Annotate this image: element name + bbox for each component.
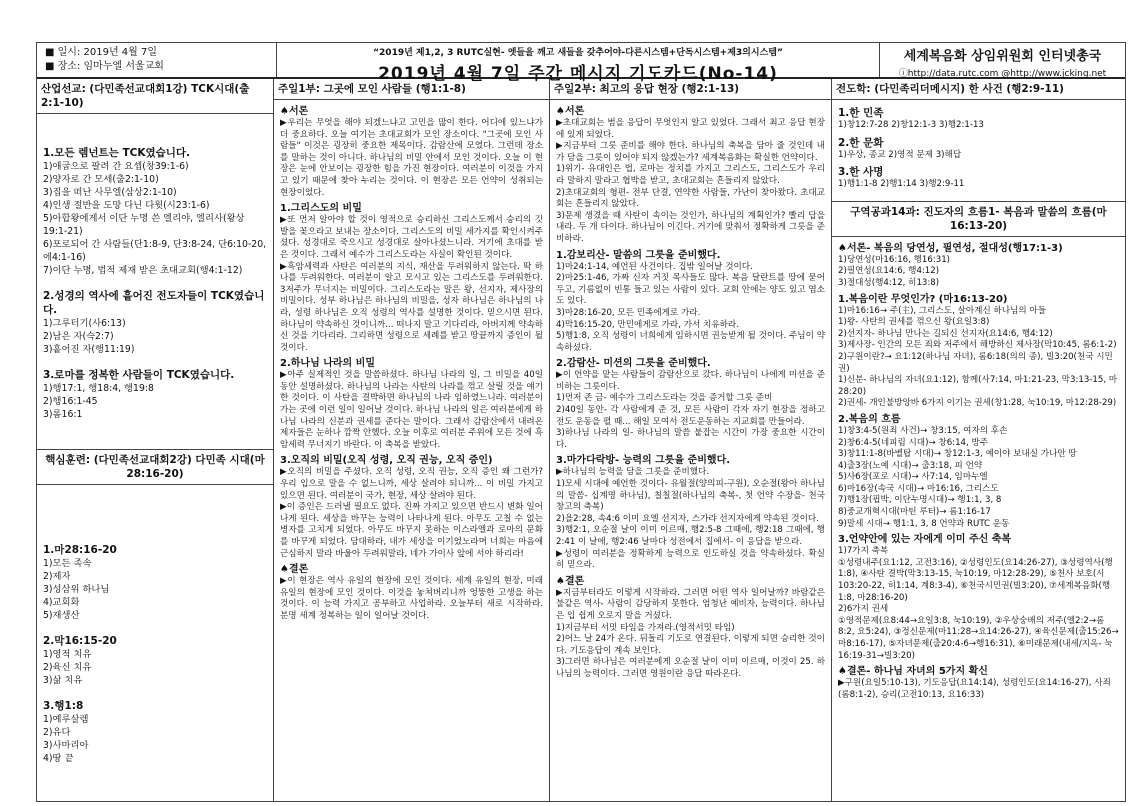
section-title: 2.막16:15-20 xyxy=(43,635,117,647)
section-title: 3.오직의 비밀(오직 성령, 오직 권능, 오직 증인) xyxy=(280,455,493,467)
section-title: 2.감람산- 미션의 그릇을 준비했다. xyxy=(556,358,711,370)
list-item: 1)영적 치유 xyxy=(43,649,92,660)
list-item: 2)남은 자(슥2:7) xyxy=(43,331,114,342)
list-item: 3)집을 떠난 사무엘(삼상2:1-10) xyxy=(43,187,177,198)
card-title: 2019년 4월 7일 주간 메시지 기도카드(No-14) xyxy=(378,64,778,84)
list-item: 1)행1:1-8 2)행1:14 3)행2:9-11 xyxy=(838,179,965,190)
list-item: 3)흩어진 자(행11:19) xyxy=(43,344,135,355)
event-date: ■ 일시: 2019년 4월 7일 xyxy=(45,47,158,58)
org-block xyxy=(880,43,1125,77)
title-block xyxy=(277,43,880,84)
list-item: 1)우상, 종교 2)영적 문제 3)해답 xyxy=(838,149,962,160)
column-evangelism xyxy=(832,79,1125,801)
section-title: 1.감보리산- 말씀의 그릇을 준비했다. xyxy=(556,249,721,261)
section-title: ♠서론 xyxy=(280,106,309,117)
column-body xyxy=(550,100,831,683)
list-item: 2)육신 치유 xyxy=(43,662,92,673)
section-title: ♠결론- 하나님 자녀의 5가지 확신 xyxy=(838,666,988,678)
paragraph: ▶우리는 무엇을 해야 되겠느냐고 고민을 많이 한다. 어디에 있느냐가 더 중요하다. 오늘 여기는 초대교회가 모인 장소이다. "그곳에 모인 사람들" 이것은 굉장히 중요한 제목이다. 감람산에 모였다. 그런데 장소를 말하는 것이 아니다. 하나님의 비밀 안에서 모인 것이다. 오늘 이 현장은 눈에 안보이는 굉장한 힘을 가진 현장이다. 여러분이 이것을 가지고 있기 때문에 찾아 누리는 것이다. 이 현장은 모든 언약이 성취되는 현장이었다. xyxy=(280,118,543,198)
list-item: 1)창12:7-28 2)창12:1-3 3)행2:1-13 xyxy=(838,120,984,130)
list-item: 1)그루터기(사6:13) xyxy=(43,318,126,329)
list-item: 1)당연성(마16:16, 행16:31) xyxy=(838,254,951,265)
list-item: 1)애굽으로 팔려 간 요셉(창39:1-6) xyxy=(43,161,189,172)
section-title: 3.한 사명 xyxy=(838,166,884,179)
column-body xyxy=(274,100,549,625)
section-title: 3.마가다락방- 능력의 그릇을 준비했다. xyxy=(556,455,731,467)
list-item: 2)양자로 간 모세(출2:1-10) xyxy=(43,174,159,185)
paragraph: 1)마24:1-14, 예언된 사건이다. 집밖 일어날 것이다. 2)마25:1-46, 가짜 신자 거짓 목사들도 많다. 복음 달란트를 땅에 묻어두고, 기름없이 빈통 들고 있는 사람이 있다. 교회 안에는 양도 있고 염소도 있다. 3)마28:16-20, 모든 민족에게로 가라. 4)막16:15-20, 만민에게로 가라, 가서 치유하라. 5)행1:8, 오직 성령이 너희에게 임하시면 권능받게 될 것이다. 주님이 약속하셨다. xyxy=(556,261,825,353)
column-industrial-mission xyxy=(37,79,274,801)
section-title: ♠결론 xyxy=(556,575,585,587)
list-item: 3)롬16:1 xyxy=(43,409,83,420)
list-item: 2)유다 xyxy=(43,727,71,738)
section-title: 3.언약안에 있는 자에게 이미 주신 축복 xyxy=(838,534,1012,546)
card-subtitle: “2019년 제1,2, 3 RUTC실현- 엣들을 깨고 새들을 갖추어야-다른시스템+단독시스템+제3의시스템” xyxy=(373,48,783,58)
columns xyxy=(37,79,1125,801)
sub-heading: 구역공과14과: 진도자의 흐름1- 복음과 말씀의 흐름(마16:13-20) xyxy=(832,201,1125,237)
org-name: 세계복음화 상임위원회 인터넷총국 xyxy=(903,49,1102,64)
column-heading: 전도학: (다민족리더메시지) 한 사건 (행2:9-11) xyxy=(832,79,1125,100)
sub-heading: 핵심훈련: (다민족선교대회2강) 다민족 시대(마28:16-20) xyxy=(37,449,273,485)
list-item: 5)아합왕에게서 이단 누명 쓴 엘리야, 엘리사(왕상19:1-21) xyxy=(43,213,245,237)
section-title: 1.그리스도의 비밀 xyxy=(280,203,362,215)
list-item: 4)교회화 xyxy=(43,597,80,608)
paragraph: 1)창3:4-5(원죄 사건)→ 창3:15, 여자의 후손 2)창6:4-5(네피림 시대)→ 창6:14, 방주 3)창11:1-8(바벨탑 시대)→ 창12:1-3, 예이야 보내실 가나안 땅 4)출3장(노예 시대)→ 출3:18, 피 언약 5)사6장(포로 시대)→ 사7:14, 임마누엘 6)마16장(속국 시대)→ 마16:16, 그리스도 7)행1장(핍박, 이단누명시대)→ 행1:1, 3, 8 8)중교개혁시대(마틴 루터)→ 롬1:16-17 9)말세 시대→ 행1:1, 3, 8 언약과 RUTC 운동 xyxy=(838,425,1077,529)
section-title: 2.한 문화 xyxy=(838,136,884,149)
column-heading: 주일1부: 그곳에 모인 사람들 (행1:1-8) xyxy=(274,79,549,100)
paragraph: ▶오직의 비밀을 주셨다. 오직 성령, 오직 권능, 오직 증인 왜 그런가? 우리 입으로 말을 수 없느니까, 세상 살려야 되니까... 이 비밀 가지고 있으면 된다. 여러분이 국가, 현장, 세상 살려야 된다. ▶이 증인은 드러낼 필요도 없다. 진짜 가지고 있으면 반드시 변화 일어나게 된다. 세상을 바꾸는 능력이 나타나게 된다. 아무도 고칠 수 없는 병자를 고치게 되었다. 아무도 바꾸지 못하는 이스라엘과 로마의 문화를 바꾸게 되었다. 담대하라, 내가 세상을 이기었노라며 너희는 마음에 근심하지 말라 바울아 두려워말라, 네가 가이사 앞에 서야 하리라! xyxy=(280,467,543,559)
section-title: ♠서론 xyxy=(556,106,585,117)
paragraph: ▶구원(요일5:10-13), 기도응답(요14:14), 성령인도(요14:16-27), 사죄(롬8:1-2), 승리(고전10:13, 요16:33) xyxy=(838,678,1111,700)
section-title: 2.복음의 흐름 xyxy=(838,413,901,425)
section-title: 1.마28:16-20 xyxy=(43,544,117,556)
list-item: 5)재생산 xyxy=(43,610,80,621)
list-item: 6)포로되어 간 사람들(단1:8-9, 단3:8-24, 단6:10-20, 에4:1-16) xyxy=(43,239,267,263)
section-title: 1.복음이란 무엇인가? (마16:13-20) xyxy=(838,293,1008,305)
column-body xyxy=(832,100,1125,201)
list-item: 2)행16:1-45 xyxy=(43,396,98,407)
list-item: 7)이단 누명, 법적 제재 받은 초대교회(행4:1-12) xyxy=(43,265,243,276)
event-info xyxy=(37,43,277,77)
card-header xyxy=(37,43,1125,84)
paragraph: ▶이 언약을 맡는 사람들이 감람산으로 갔다. 하나님이 나에게 미션을 준비하는 그릇이다. 1)먼저 존 금- 예수가 그리스도라는 것을 증거할 그릇 준비 2)40일 동안- 각 사람에게 준 것, 모든 사람이 각자 자기 현장을 정하고 전도 운동을 펼 때... 해일 모여서 전도운동하는 지교회를 만들어라. 3)하나님 나라의 일- 하나님의 말씀 붙잡는 시간이 가장 중요한 시간이다. xyxy=(556,370,825,450)
column-sunday-first-service xyxy=(274,79,550,801)
org-urls[interactable]: ⓘhttp://data.rutc.com @http://www.jcking.net xyxy=(898,69,1107,79)
section-title: 1.한 민족 xyxy=(838,107,884,119)
section-title: 2.성경의 역사에 흩어진 전도자들이 TCK였습니다. xyxy=(43,290,265,316)
list-item: 1)예루살렘 xyxy=(43,714,89,725)
paragraph: ▶하나님의 능력을 담을 그릇을 준비했다. 1)모세 시대에 예언한 것이다- 유월절(양의피-구원), 오순절(왕아 하나님의 말씀- 십계명 하나님), 칠칠절(하나님의 축복-, 첫 언약 수장을- 천국창고의 축복) 2)욜2:28, 속4:6 이미 요엘 선지자, 스가랴 선지자에게 약속된 것이다. 3)행2:1, 오순절 날이 이미 이르매, 행2:5-8 그때에, 행2:18 그때에, 행2:41 이 날에, 행2:46 날마다 성전에서 집에서- 이 응답을 받으라. ▶성령이 여러분을 정확하게 능력으로 인도하실 것을 약속하셨다. 확실히 믿으라. xyxy=(556,467,825,571)
list-item: 3)절대성(행4:12, 히13:8) xyxy=(838,277,940,288)
paragraph: 1)마16:16→ 주(主), 그리스도, 살아계신 하나님의 아들 1)왕- 사탄의 권세를 꺾으신 왕(요일3:8) 2)선지자- 하나님 만나는 길되신 선지자(요14:6, 행4:12) 3)제사장- 인간의 모든 죄와 저주에서 해방하신 제사장(막10:45, 롬6:1-2) 2)구원이란?→ 요1:12(하나님 자녀), 롬6:18(의의 종), 빌3:20(천국 시민권) 1)신분- 하나님의 자녀(요1:12), 함께(사7:14, 마1:21-23, 막3:13-15, 마28:20) 2)권세- 개인불방앙바 6가지 이기는 권세(창1:28, 눅10:19, 마12:28-29) xyxy=(838,305,1118,409)
paragraph: ▶지금부터라도 이렇게 시작하라. 그러면 어떤 역사 일어날까? 바람같은 불같은 역사- 사람이 감당하지 못한다. 엄청난 예비자, 능력이다. 하나님은 입 쉽게 오로지 말을 거셨다. 1)지금부터 서밋 타임을 가져라.(영적서밋 타임) 2)어느 날 24가 온다. 뒤돌리 기도로 연결된다. 이렇게 되면 승리한 것이다. 기도응답이 계속 보인다. 3)그러면 하나님은 여러분에게 오순절 날이 이미 이르매, 이것이 25. 하나님의 능력이다. 그러면 영원이란 응답 따라온다. xyxy=(556,587,825,679)
list-item: 2)제자 xyxy=(43,571,71,582)
section-title: ♠결론 xyxy=(280,564,309,576)
column-body xyxy=(832,237,1125,704)
paragraph: ▶아주 실제적인 것을 말씀하셨다. 하나님 나라의 일, 그 비밀을 40일 동안 설명하셨다. 하나님의 나라는 사탄의 나라를 꺾고 살릴 것을 얘기한 것이다. 이 사탄을 결박하면 하나님의 나라 임하였느니라. 여러분이 가는 곳에 이런 일이 일어날 것이다. 하나님 나라의 일은 여러분에게 하나님 나라의 신분과 권세를 준다는 말이다. 그래서 감람산에서 내려온 제자들은 눈하나 깜짝 안했다. 오늘 이후로 여러분 주위에 모든 것에 흑암세력 무너지기 바란다. 이 축복을 받았다. xyxy=(280,370,543,450)
list-item: 4)인생 절반을 도망 다닌 다윗(시23:1-6) xyxy=(43,200,210,211)
column-sunday-second-service xyxy=(550,79,832,801)
list-item: 3)사마리아 xyxy=(43,740,89,751)
prayer-card xyxy=(36,42,1126,802)
paragraph: ▶또 먼저 알아야 할 것이 영적으로 승리하신 그리스도께서 승리의 깃발을 꽂으라고 보내는 장소이다. 그리스도의 비밀 세가지를 확인시켜주셨다. 성경대로 죽으시고 성경대로 살아나셨느니라. 거기에 초대를 받은 것이다. 그래서 예수가 그리스도라는 사실이 확인된 것이다. ▶흑암세력과 사탄은 여러분의 지식, 재산을 두려워하지 않는다. 딱 하나를 두려워한다. 여러분이 알고 모시고 있는 그리스도를 두려워한다. 3저주가 무너지는 비밀이다. 그리스도라는 말은 왕, 선지자, 제사장의 비밀이다. 성부 하나님은 하나님의 비밀을, 성자 하나님은 하나님의 나라, 성령 하나님은 오직 성령의 역사를 설명한 것이다. 믿으시면 된다. 하나님이 약속하신 것이니까... 떠나지 말고 기다리라, 아버지께 약속하신 것을 기다리라. 그리하면 성령으로 세례를 받고 땅끝까지 증인이 될 것이다. xyxy=(280,215,543,353)
list-item: 1)행17:1, 행18:4, 행19:8 xyxy=(43,383,154,394)
section-title: ♠서론- 복음의 당연성, 필연성, 절대성(행17:1-3) xyxy=(838,242,1063,254)
list-item: 1)모든 족속 xyxy=(43,558,92,569)
section-title: 3.행1:8 xyxy=(43,700,84,712)
paragraph: ▶이 현장은 역사 유일의 현장에 모인 것이다. 세계 유일의 현장, 미래 유일의 현장에 모인 것이다. 이것을 놓쳐버리니까 엉뚱한 고생을 하는 것이다. 이 능력 가지고 공부하고 사업하라. 오늘부터 새로 시작하라. 분명 세계 정복하는 일이 일어날 것이다. xyxy=(280,576,543,621)
event-place: ■ 장소: 임마누엘 서울교회 xyxy=(45,61,164,72)
list-item: 2)필연성(요14:6, 행4:12) xyxy=(838,266,940,277)
list-item: 3)삶 치유 xyxy=(43,675,83,686)
section-title: 3.로마를 정복한 사람들이 TCK였습니다. xyxy=(43,369,235,381)
paragraph: 1)7가지 축복 ①성령내주(요1:12, 고전3:16), ②성령인도(요14:26-27), ③성령역사(행1:8), ④사탄 결박(막3:13-15, 눅10:19, 마12:28-29), ⑤천사 보호(시103:20-22, 히1:14, 계8:3-4), ⑥천국시민권(빌3:20), ⑦세계복음화(행1:8, 마28:16-20) 2)6가지 권세 ①영적문제(요8:44→요일3:8, 눅10:19), ②우상숭배의 저주(엘2:2→롬8:2, 요5:24), ③정신문제(마11:28→요14:26-27), ④육신문제(출15:26→마8:16-17), ⑤자녀문제(출20:4-6→행16:31), ⑥미래문제(내세/지옥- 눅16:19-31→빌3:20) xyxy=(838,546,1119,661)
column-body xyxy=(37,485,273,767)
paragraph: ▶초대교회는 범을 응답이 무엇인지 알고 있었다. 그래서 최고 응답 현장에 있게 되었다. ▶지금부터 그릇 준비를 해야 한다. 하나님의 축복을 담아 줄 것인데 내가 담을 그릇이 있어야 되지 않겠는가? 세계복음화는 확실한 언약이다. 1)위기- 유대인은 법, 로마는 정치를 가지고 그리스도, 그리스도가 우리라 말하지 말라고 협박을 받고, 초대교회는 흔들리지 않았다. 2)초대교회의 형편- 전부 단결, 연약한 사람들, 가난이 찾아왔다. 초대교회는 흔들리지 않았다. 3)문제 생겼을 때 사탄이 속이는 것인가, 하나님의 계획인가? 빨리 답을 내라. 두 개 다이다. 하나님이 이긴다. 거기에 맞춰서 정확하게 그릇을 준비하라. xyxy=(556,118,825,244)
section-title: 2.하나님 나라의 비밀 xyxy=(280,358,375,370)
list-item: 4)땅 끝 xyxy=(43,753,74,764)
section-title: 1.모든 렘넌트는 TCK였습니다. xyxy=(43,147,191,159)
column-heading: 산업선교: (다민족선교대회1강) TCK시대(출2:1-10) xyxy=(37,79,273,114)
list-item: 3)성삼위 하나님 xyxy=(43,584,110,595)
column-body xyxy=(37,114,273,449)
column-heading: 주일2부: 최고의 응답 현장 (행2:1-13) xyxy=(550,79,831,100)
